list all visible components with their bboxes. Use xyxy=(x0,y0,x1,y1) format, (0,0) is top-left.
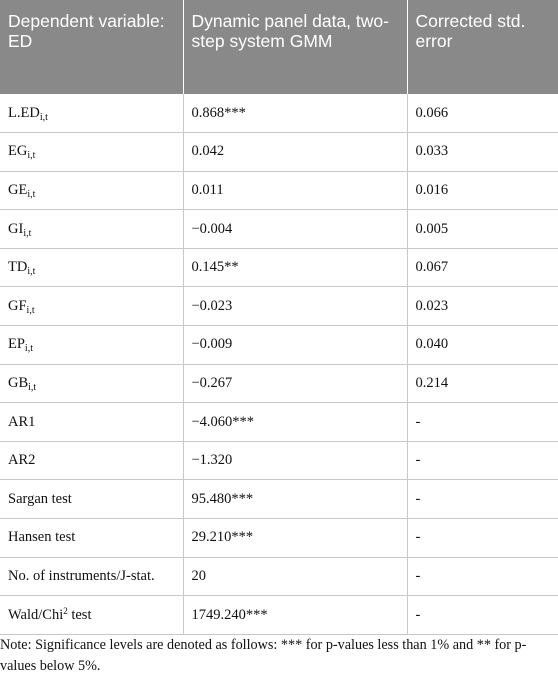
variable-name: Wald/Chi xyxy=(8,606,64,623)
coefficient-cell: 1749.240*** xyxy=(183,596,407,635)
variable-subscript: i,t xyxy=(24,343,33,355)
table-row xyxy=(0,403,558,442)
variable-name: TD xyxy=(8,259,28,276)
variable-name: EP xyxy=(8,336,25,353)
header-dependent-variable: Dependent variable: ED xyxy=(0,0,183,94)
variable-cell xyxy=(0,210,183,249)
table-row xyxy=(0,326,558,365)
variable-subscript: i,t xyxy=(26,304,35,316)
std-error-cell: 0.033 xyxy=(407,133,558,172)
variable-name: AR1 xyxy=(8,413,36,430)
coefficient-cell: −0.004 xyxy=(183,210,407,249)
variable-cell xyxy=(0,287,183,326)
table-row xyxy=(0,248,558,287)
std-error-cell: 0.016 xyxy=(407,171,558,210)
coefficient-cell: 0.011 xyxy=(183,171,407,210)
coefficient-cell: −4.060*** xyxy=(183,403,407,442)
variable-cell xyxy=(0,94,183,133)
std-error-cell: 0.005 xyxy=(407,210,558,249)
variable-name: GE xyxy=(8,181,28,198)
variable-subscript: i,t xyxy=(27,266,36,278)
coefficient-cell: −0.267 xyxy=(183,364,407,403)
table-row xyxy=(0,94,558,133)
std-error-cell: - xyxy=(407,480,558,519)
variable-suffix: test xyxy=(67,606,92,623)
variable-name: GI xyxy=(8,220,24,237)
coefficient-cell: 0.868*** xyxy=(183,94,407,133)
std-error-cell: - xyxy=(407,441,558,480)
variable-cell xyxy=(0,364,183,403)
std-error-cell: - xyxy=(407,403,558,442)
coefficient-cell: −1.320 xyxy=(183,441,407,480)
coefficient-cell: 29.210*** xyxy=(183,519,407,558)
std-error-cell: - xyxy=(407,519,558,558)
coefficient-cell: −0.009 xyxy=(183,326,407,365)
coefficient-cell: 0.145** xyxy=(183,248,407,287)
variable-cell xyxy=(0,326,183,365)
table-row xyxy=(0,287,558,326)
variable-name: AR2 xyxy=(8,452,36,469)
variable-name: Hansen test xyxy=(8,529,76,546)
std-error-cell: - xyxy=(407,596,558,635)
variable-name: L.ED xyxy=(8,104,40,121)
variable-cell xyxy=(0,557,183,596)
variable-superscript: 2 xyxy=(63,605,68,616)
variable-subscript: i,t xyxy=(27,188,36,200)
std-error-cell: - xyxy=(407,557,558,596)
variable-cell xyxy=(0,441,183,480)
table-row xyxy=(0,171,558,210)
variable-name: No. of instruments/J-stat. xyxy=(8,567,155,584)
variable-cell xyxy=(0,171,183,210)
table-row xyxy=(0,210,558,249)
table-row xyxy=(0,596,558,635)
table-row xyxy=(0,519,558,558)
variable-name: GB xyxy=(8,374,29,391)
header-gmm-coefficient: Dynamic panel data, two-step system GMM xyxy=(183,0,407,94)
variable-cell xyxy=(0,248,183,287)
variable-name: EG xyxy=(8,143,28,160)
coefficient-cell: −0.023 xyxy=(183,287,407,326)
variable-cell xyxy=(0,480,183,519)
std-error-cell: 0.040 xyxy=(407,326,558,365)
table-row xyxy=(0,364,558,403)
variable-subscript: i,t xyxy=(39,111,48,123)
variable-cell xyxy=(0,596,183,635)
table-row xyxy=(0,557,558,596)
coefficient-cell: 0.042 xyxy=(183,133,407,172)
variable-cell xyxy=(0,403,183,442)
table-note: Note: Significance levels are denoted as follows: *** for p-values less than 1% and ** for p-values below 5%. xyxy=(0,637,527,674)
header-row xyxy=(0,0,558,94)
variable-cell xyxy=(0,133,183,172)
header-std-error: Corrected std. error xyxy=(407,0,558,94)
variable-subscript: i,t xyxy=(23,227,32,239)
coefficient-cell: 20 xyxy=(183,557,407,596)
variable-name: Sargan test xyxy=(8,490,72,507)
std-error-cell: 0.066 xyxy=(407,94,558,133)
variable-name: GF xyxy=(8,297,27,314)
variable-cell xyxy=(0,519,183,558)
std-error-cell: 0.214 xyxy=(407,364,558,403)
std-error-cell: 0.023 xyxy=(407,287,558,326)
std-error-cell: 0.067 xyxy=(407,248,558,287)
table-row xyxy=(0,441,558,480)
table-row xyxy=(0,480,558,519)
table-body xyxy=(0,94,558,634)
variable-subscript: i,t xyxy=(28,381,37,393)
variable-subscript: i,t xyxy=(27,150,36,162)
coefficient-cell: 95.480*** xyxy=(183,480,407,519)
table-row xyxy=(0,133,558,172)
